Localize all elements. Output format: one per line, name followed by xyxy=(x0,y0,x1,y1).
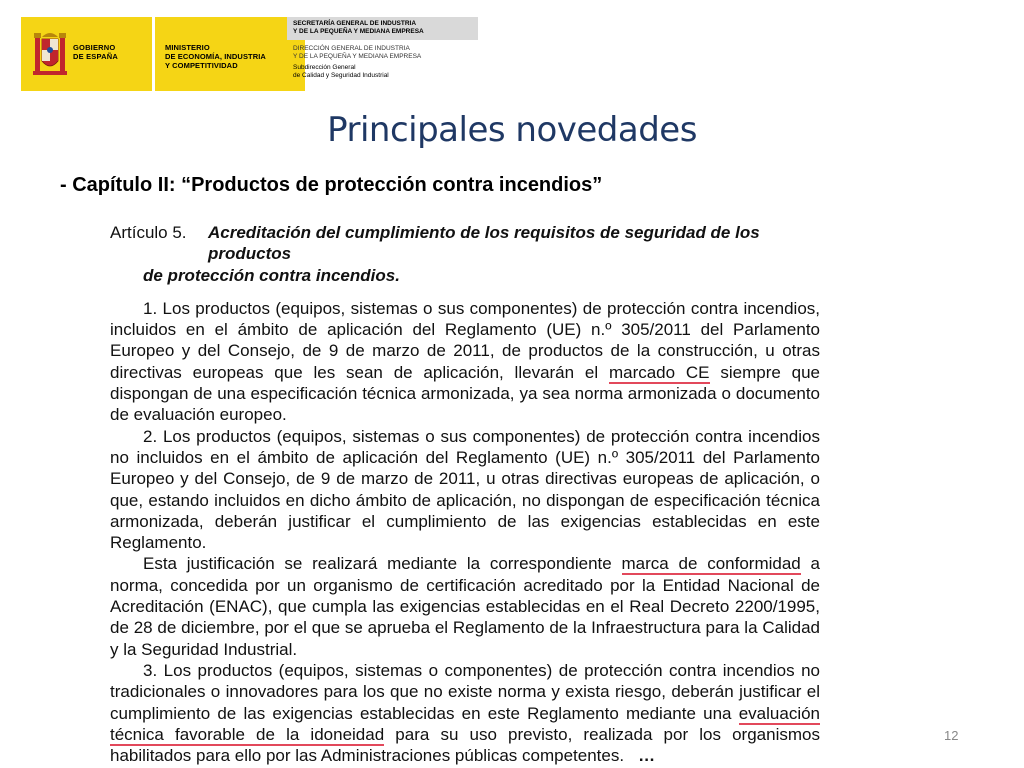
highlight-marca-conformidad: marca de conformidad xyxy=(621,554,801,574)
header-banner xyxy=(21,17,478,91)
slide-title: Principales novedades xyxy=(327,110,697,150)
ministry-label: MINISTERIO DE ECONOMÍA, INDUSTRIA Y COMPETITIVIDAD xyxy=(165,43,266,70)
paragraph-4: 3. Los productos (equipos, sistemas o componentes) de protección contra incendios no tradicionales o innovadores para los que no existe norma y exista riesgo, deberán justificar el cumplimiento de las exigencias establecidas en este Reglamento mediante una evaluación técnica favorable de la idoneidad para su uso previsto, realizada por los organismos habilitados para ello por las Administraciones públicas competentes. … xyxy=(110,660,820,766)
secretaria-label: SECRETARÍA GENERAL DE INDUSTRIA Y DE LA PEQUEÑA Y MEDIANA EMPRESA xyxy=(293,20,424,35)
ellipsis: … xyxy=(638,746,656,766)
coat-of-arms-icon xyxy=(33,27,67,79)
slide-subtitle: - Capítulo II: “Productos de protección contra incendios” xyxy=(60,174,603,196)
article-heading xyxy=(110,222,820,265)
paragraph-2: 2. Los productos (equipos, sistemas o sus componentes) de protección contra incendios no incluidos en el ámbito de aplicación del Reglamento (UE) n.º 305/2011 del Parlamento Europeo y del Consejo, de 9 de marzo de 2011, u otras directivas europeas de aplicación, o que, estando incluidos en dicho ámbito de aplicación, no dispongan de especificación técnica armonizada, deberán justificar el cumplimiento de las exigencias establecidas en este Reglamento. xyxy=(110,426,820,553)
gobierno-logo-block xyxy=(21,17,152,91)
article-number: Artículo 5. xyxy=(110,223,187,242)
highlight-evaluacion-tecnica: evaluación técnica favorable de la idoneidad xyxy=(110,703,820,744)
ministry-block xyxy=(155,17,305,91)
article-title: Acreditación del cumplimiento de los requisitos de seguridad de los productos xyxy=(208,223,760,264)
gobierno-label: GOBIERNO DE ESPAÑA xyxy=(73,43,119,61)
subdireccion-label: Subdirección General de Calidad y Seguridad Industrial xyxy=(293,64,389,79)
paragraph-1: 1. Los productos (equipos, sistemas o sus componentes) de protección contra incendios, incluidos en el ámbito de aplicación del Reglamento (UE) n.º 305/2011 del Parlamento Europeo y del Consejo, de 9 de marzo de 2011, de productos de la construcción, u otras directivas europeas que les sean de aplicación, llevarán el marcado CE siempre que dispongan de una especificación técnica armonizada, ya sea norma armonizada o documento de evaluación europeo. xyxy=(110,298,820,425)
page-number: 12 xyxy=(944,728,959,743)
article-excerpt xyxy=(110,222,820,766)
highlight-marcado-ce: marcado CE xyxy=(608,362,710,382)
paragraph-3: Esta justificación se realizará mediante la correspondiente marca de conformidad a norma, concedida por un organismo de certificación acreditado por la Entidad Nacional de Acreditación (ENAC), que cumpla las exigencias establecidas en el Real Decreto 2200/1995, de 28 de diciembre, por el que se aprueba el Reglamento de la Infraestructura para la Calidad y la Seguridad Industrial. xyxy=(110,554,820,659)
direccion-label: DIRECCIÓN GENERAL DE INDUSTRIA Y DE LA PEQUEÑA Y MEDIANA EMPRESA xyxy=(293,45,422,60)
article-title-cont: de protección contra incendios. xyxy=(143,265,400,285)
